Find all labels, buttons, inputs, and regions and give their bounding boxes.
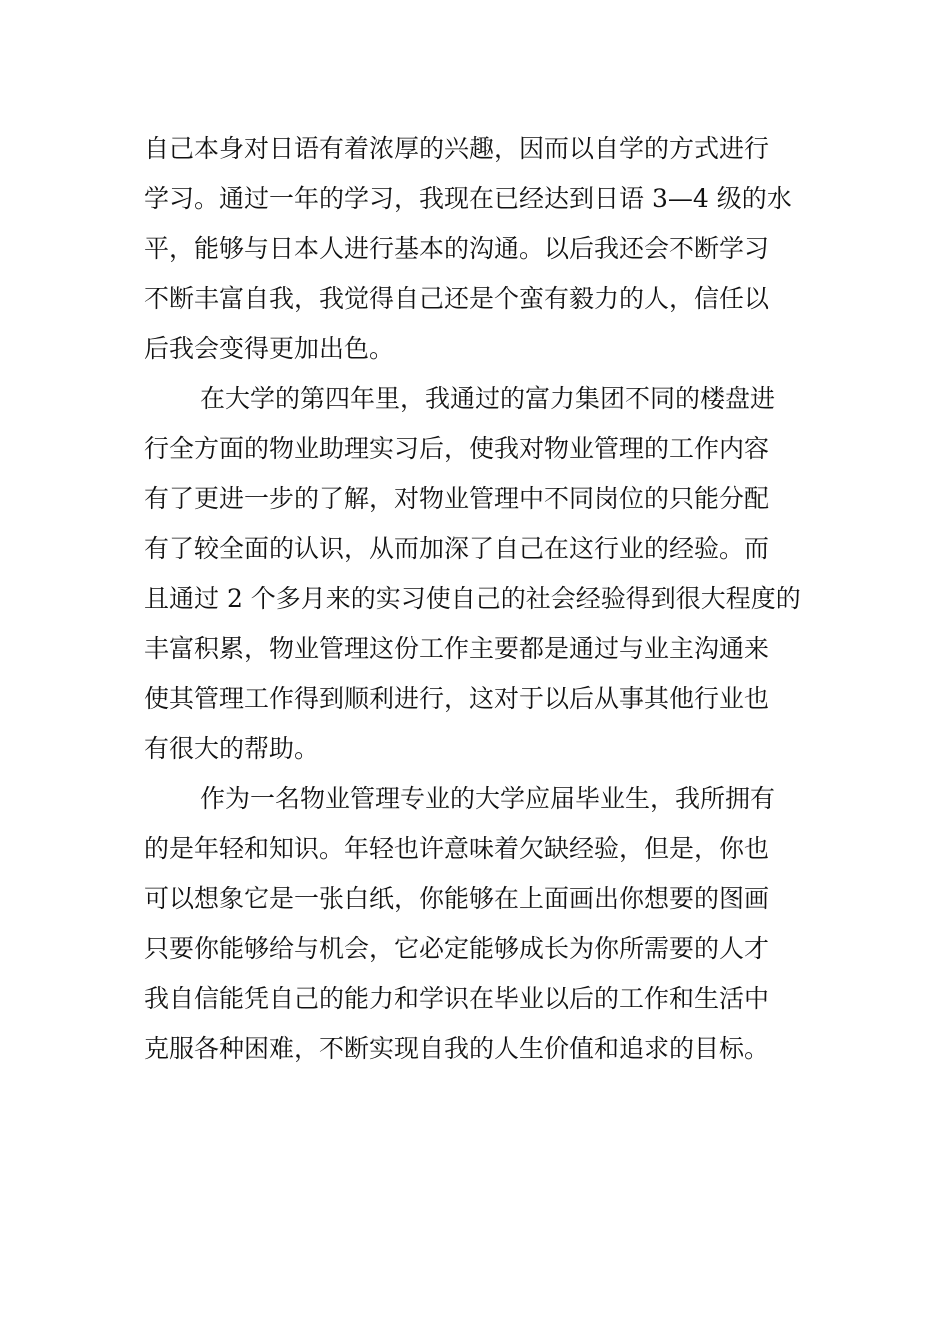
- text-line: 有很大的帮助。: [144, 734, 320, 763]
- paragraph-3: [144, 774, 814, 1074]
- text-line: 后我会变得更加出色。: [144, 334, 395, 363]
- paragraph-2: [144, 374, 814, 774]
- text-line: 只要你能够给与机会，它必定能够成长为你所需要的人才: [144, 934, 770, 963]
- text-line: 学习。通过一年的学习，我现在已经达到日语 3—4 级的水: [144, 184, 792, 213]
- document-body: [144, 124, 814, 1074]
- text-line: 有了更进一步的了解，对物业管理中不同岗位的只能分配: [144, 484, 770, 513]
- paragraph-1: [144, 124, 814, 374]
- text-line: 使其管理工作得到顺利进行，这对于以后从事其他行业也: [144, 684, 770, 713]
- text-line: 自己本身对日语有着浓厚的兴趣，因而以自学的方式进行: [144, 134, 770, 163]
- text-line: 行全方面的物业助理实习后，使我对物业管理的工作内容: [144, 434, 770, 463]
- text-line: 我自信能凭自己的能力和学识在毕业以后的工作和生活中: [144, 984, 770, 1013]
- text-line: 丰富积累，物业管理这份工作主要都是通过与业主沟通来: [144, 634, 770, 663]
- text-line: 的是年轻和知识。年轻也许意味着欠缺经验，但是，你也: [144, 834, 770, 863]
- text-line: 且通过 2 个多月来的实习使自己的社会经验得到很大程度的: [144, 584, 801, 613]
- text-line: 有了较全面的认识，从而加深了自己在这行业的经验。而: [144, 534, 770, 563]
- text-line: 不断丰富自我，我觉得自己还是个蛮有毅力的人，信任以: [144, 284, 770, 313]
- text-line: 可以想象它是一张白纸，你能够在上面画出你想要的图画: [144, 884, 770, 913]
- text-line: 在大学的第四年里，我通过的富力集团不同的楼盘进: [200, 384, 776, 413]
- text-line: 作为一名物业管理专业的大学应届毕业生，我所拥有: [200, 784, 776, 813]
- text-line: 平，能够与日本人进行基本的沟通。以后我还会不断学习: [144, 234, 770, 263]
- text-line: 克服各种困难，不断实现自我的人生价值和追求的目标。: [144, 1034, 770, 1063]
